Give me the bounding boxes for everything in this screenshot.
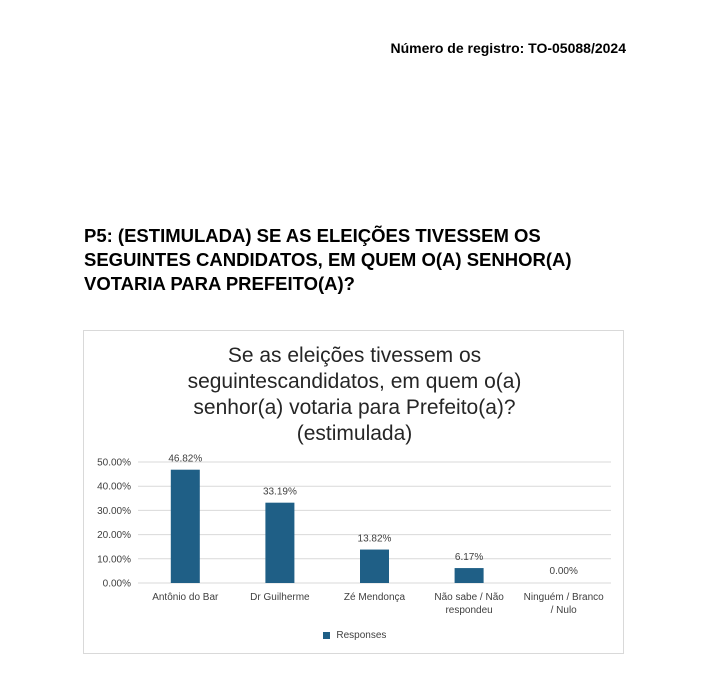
- y-tick-label: 20.00%: [97, 530, 131, 542]
- chart-title-line: senhor(a) votaria para Prefeito(a)?: [193, 396, 516, 419]
- question-line: VOTARIA PARA PREFEITO(A)?: [84, 273, 355, 294]
- y-tick-label: 10.00%: [97, 554, 131, 566]
- legend-label: Responses: [336, 630, 387, 641]
- chart-title-line: seguintescandidatos, em quem o(a): [187, 370, 522, 393]
- chart-title-line: (estimulada): [296, 422, 413, 445]
- question-line: SEGUINTES CANDIDATOS, EM QUEM O(A) SENHOR(A): [84, 249, 572, 270]
- x-category-label: Antônio do Bar: [152, 592, 219, 603]
- legend-swatch: [323, 632, 330, 639]
- data-label: 6.17%: [454, 552, 484, 564]
- registration-number: Número de registro: TO-05088/2024: [390, 40, 626, 56]
- x-category-label: Não sabe / Não: [434, 592, 504, 603]
- x-category-label: respondeu: [445, 605, 493, 616]
- bar-chart: [84, 331, 625, 655]
- y-tick-label: 50.00%: [97, 457, 131, 469]
- chart-container: [83, 330, 624, 654]
- x-category-label: / Nulo: [550, 605, 577, 616]
- x-category-label: Dr Guilherme: [250, 592, 310, 603]
- y-tick-label: 30.00%: [97, 505, 131, 517]
- x-category-label: Zé Mendonça: [343, 592, 406, 603]
- y-tick-label: 40.00%: [97, 481, 131, 493]
- bar: [455, 568, 484, 583]
- question-heading: [84, 224, 644, 296]
- y-tick-label: 0.00%: [102, 578, 131, 590]
- data-label: 33.19%: [262, 486, 297, 498]
- bar: [360, 550, 389, 583]
- data-label: 0.00%: [549, 566, 578, 577]
- data-label: 13.82%: [357, 533, 392, 545]
- question-line: P5: (ESTIMULADA) SE AS ELEIÇÕES TIVESSEM OS: [84, 225, 541, 246]
- x-category-label: Ninguém / Branco: [523, 592, 604, 603]
- legend: [84, 630, 625, 641]
- chart-title-line: Se as eleições tivessem os: [227, 344, 482, 367]
- data-label: 46.82%: [168, 453, 203, 465]
- bar: [265, 503, 294, 583]
- bar: [171, 470, 200, 583]
